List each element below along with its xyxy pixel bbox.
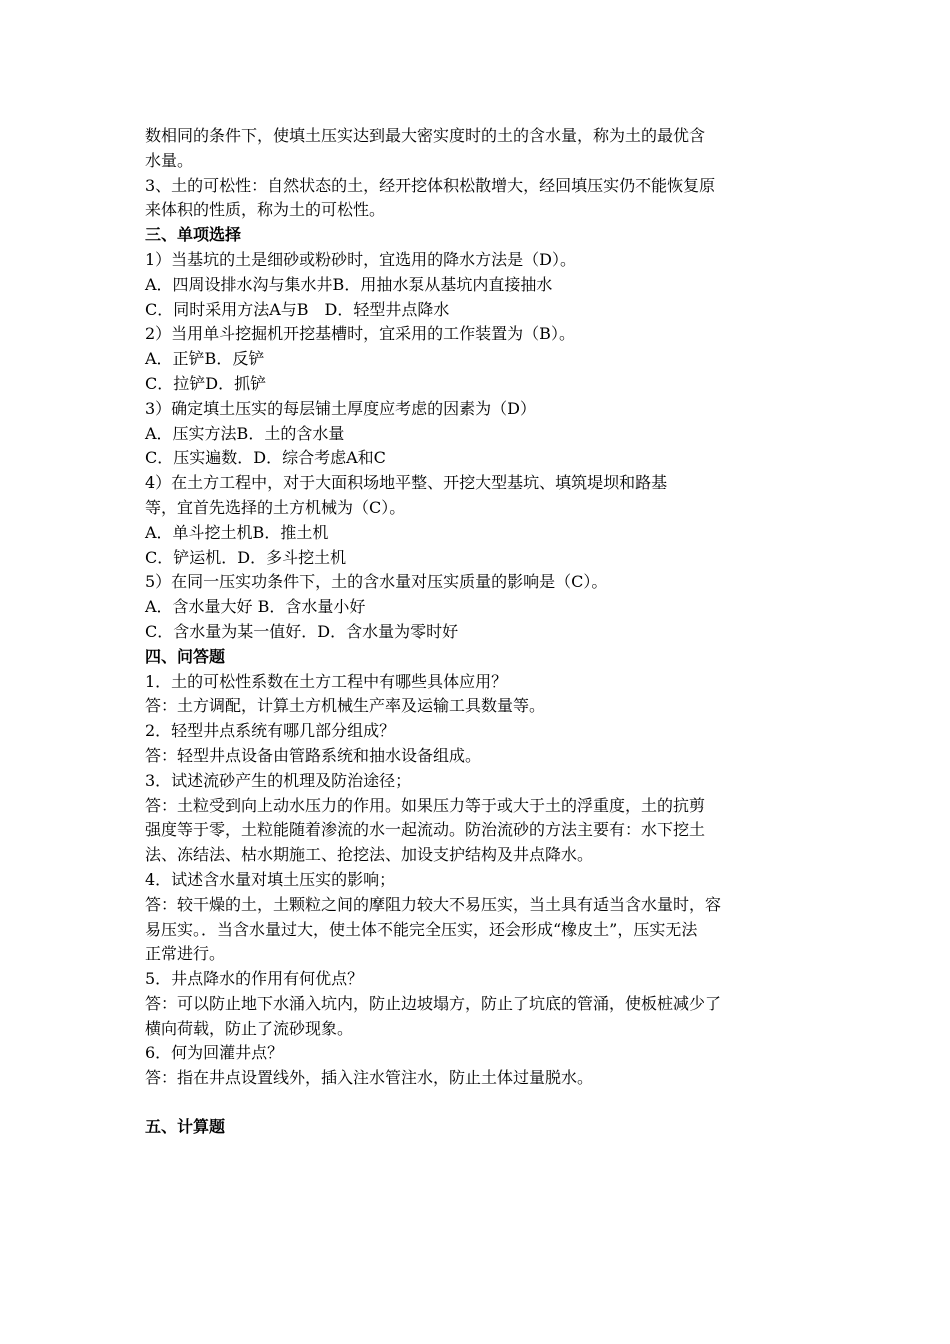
section-heading-single-choice: 三、单项选择 [145,225,242,245]
option-line: C．压实遍数．D．综合考虑A和C [145,448,386,468]
question-line: 1）当基坑的土是细砂或粉砂时，宜选用的降水方法是（D）。 [145,249,577,269]
option-line: A．四周设排水沟与集水井B．用抽水泵从基坑内直接抽水 [145,274,553,294]
text-line: 3、土的可松性：自然状态的土，经开挖体积松散增大，经回填压实仍不能恢复原 [145,175,716,195]
answer-line: 横向荷载，防止了流砂现象。 [145,1018,354,1038]
answer-line: 强度等于零，土粒能随着渗流的水一起流动。防治流砂的方法主要有：水下挖土 [145,820,706,840]
question-line: 1．土的可松性系数在土方工程中有哪些具体应用？ [145,671,508,691]
answer-line: 答：轻型井点设备由管路系统和抽水设备组成。 [145,745,482,765]
text-line: 水量。 [145,150,194,170]
section-heading-qa: 四、问答题 [145,646,226,666]
question-line: 5）在同一压实功条件下，土的含水量对压实质量的影响是（C）。 [145,572,608,592]
answer-line: 易压实。．当含水量过大，使土体不能完全压实，还会形成“橡皮土”，压实无法 [145,919,698,939]
answer-line: 答：土粒受到向上动水压力的作用。如果压力等于或大于土的浮重度，土的抗剪 [145,795,706,815]
question-line: 6．何为回灌井点？ [145,1043,284,1063]
document-body [145,124,810,1140]
question-line: 等，宜首先选择的土方机械为（C）。 [145,497,406,517]
question-line: 3．试述流砂产生的机理及防治途径； [145,770,412,790]
question-line: 2）当用单斗挖掘机开挖基槽时，宜采用的工作装置为（B）。 [145,324,575,344]
question-line: 2．轻型井点系统有哪几部分组成？ [145,721,396,741]
option-line: A．含水量大好 B．含水量小好 [145,597,366,617]
option-line: C．同时采用方法A与B D．轻型井点降水 [145,299,450,319]
text-line: 来体积的性质，称为土的可松性。 [145,200,386,220]
answer-line: 法、冻结法、枯水期施工、抢挖法、加设支护结构及井点降水。 [145,845,594,865]
option-line: A．正铲B．反铲 [145,349,265,369]
paragraph-gap [145,1091,810,1115]
option-line: A．单斗挖土机B．推土机 [145,522,329,542]
option-line: C．铲运机．D．多斗挖土机 [145,547,347,567]
question-line: 4）在土方工程中，对于大面积场地平整、开挖大型基坑、填筑堤坝和路基 [145,473,668,493]
answer-line: 答：较干燥的土，土颗粒之间的摩阻力较大不易压实，当土具有适当含水量时，容 [145,894,722,914]
question-line: 3）确定填土压实的每层铺土厚度应考虑的因素为（D） [145,398,537,418]
question-line: 5．井点降水的作用有何优点？ [145,969,364,989]
answer-line: 答：可以防止地下水涌入坑内，防止边坡塌方，防止了坑底的管涌，使板桩减少了 [145,993,722,1013]
answer-line: 正常进行。 [145,944,226,964]
answer-line: 答：指在井点设置线外，插入注水管注水，防止土体过量脱水。 [145,1068,594,1088]
question-line: 4．试述含水量对填土压实的影响； [145,869,396,889]
section-heading-calculation: 五、计算题 [145,1117,226,1137]
option-line: C．拉铲D．抓铲 [145,373,267,393]
option-line: C．含水量为某一值好．D．含水量为零时好 [145,621,459,641]
answer-line: 答：土方调配，计算土方机械生产率及运输工具数量等。 [145,696,546,716]
option-line: A．压实方法B．土的含水量 [145,423,345,443]
text-line: 数相同的条件下，使填土压实达到最大密实度时的土的含水量，称为土的最优含 [145,126,706,145]
